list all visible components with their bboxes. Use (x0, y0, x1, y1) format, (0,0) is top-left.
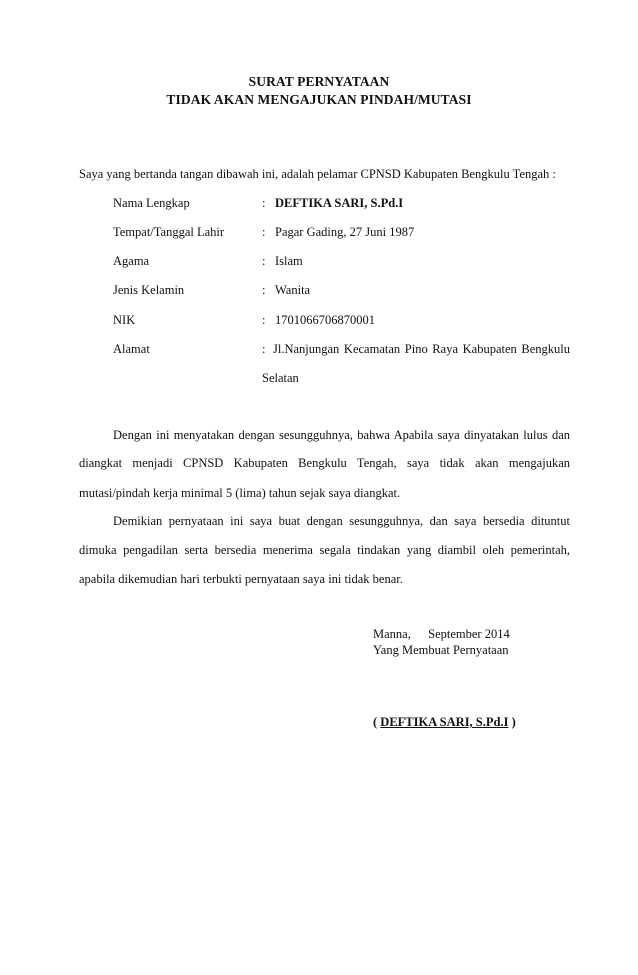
field-value: Wanita (275, 283, 311, 297)
field-colon: : (262, 225, 266, 239)
signature-place-date (373, 627, 510, 642)
paragraph-2-line-2: dimuka pengadilan serta bersedia menerima segala tindakan yang diambil oleh pemerintah, (79, 543, 570, 557)
document-title: SURAT PERNYATAAN (248, 74, 390, 89)
field-jenis-kelamin (113, 283, 573, 303)
signature-close-paren: ) (511, 715, 516, 729)
paragraph-2-line-3: apabila dikemudian hari terbukti pernyataan saya ini tidak benar. (79, 572, 403, 586)
signature-date: September 2014 (428, 627, 510, 641)
field-value: Islam (275, 254, 303, 268)
address-line-2: Selatan (262, 371, 299, 385)
field-label: Jenis Kelamin (113, 283, 185, 297)
field-value: 1701066706870001 (275, 313, 375, 327)
signature-place: Manna, (373, 627, 411, 641)
paragraph-1-line-3: mutasi/pindah kerja minimal 5 (lima) tahun sejak saya diangkat. (79, 486, 401, 500)
signature-name: DEFTIKA SARI, S.Pd.I (380, 715, 509, 729)
signature-role: Yang Membuat Pernyataan (373, 643, 509, 657)
field-value: DEFTIKA SARI, S.Pd.I (275, 196, 404, 210)
field-colon: : (262, 196, 266, 210)
document-subtitle: TIDAK AKAN MENGAJUKAN PINDAH/MUTASI (166, 92, 472, 107)
paragraph-1-line-1: Dengan ini menyatakan dengan sesungguhnya, bahwa Apabila saya dinyatakan lulus dan (113, 428, 570, 442)
signature-open-paren: ( (373, 715, 378, 729)
field-tempat-tanggal-lahir (113, 225, 573, 245)
field-colon: : (262, 254, 266, 268)
paragraph-1-line-2: diangkat menjadi CPNSD Kabupaten Bengkulu Tengah, saya tidak akan mengajukan (79, 456, 570, 470)
field-nik (113, 313, 573, 333)
field-colon: : (262, 342, 266, 356)
field-colon: : (262, 283, 266, 297)
intro-sentence: Saya yang bertanda tangan dibawah ini, adalah pelamar CPNSD Kabupaten Bengkulu Tengah : (79, 167, 556, 181)
field-label: Tempat/Tanggal Lahir (113, 225, 225, 239)
field-label: Nama Lengkap (113, 196, 190, 210)
paragraph-2-line-1: Demikian pernyataan ini saya buat dengan sesungguhnya, dan saya bersedia dituntut (113, 514, 570, 528)
field-colon: : (262, 313, 266, 327)
signature-name-block (373, 715, 516, 730)
field-label: Alamat (113, 342, 150, 356)
field-value: Pagar Gading, 27 Juni 1987 (275, 225, 415, 239)
field-nama-lengkap (113, 196, 573, 216)
field-agama (113, 254, 573, 274)
field-label: NIK (113, 313, 136, 327)
address-line-1: Jl.Nanjungan Kecamatan Pino Raya Kabupaten Bengkulu (273, 342, 570, 356)
field-label: Agama (113, 254, 150, 268)
